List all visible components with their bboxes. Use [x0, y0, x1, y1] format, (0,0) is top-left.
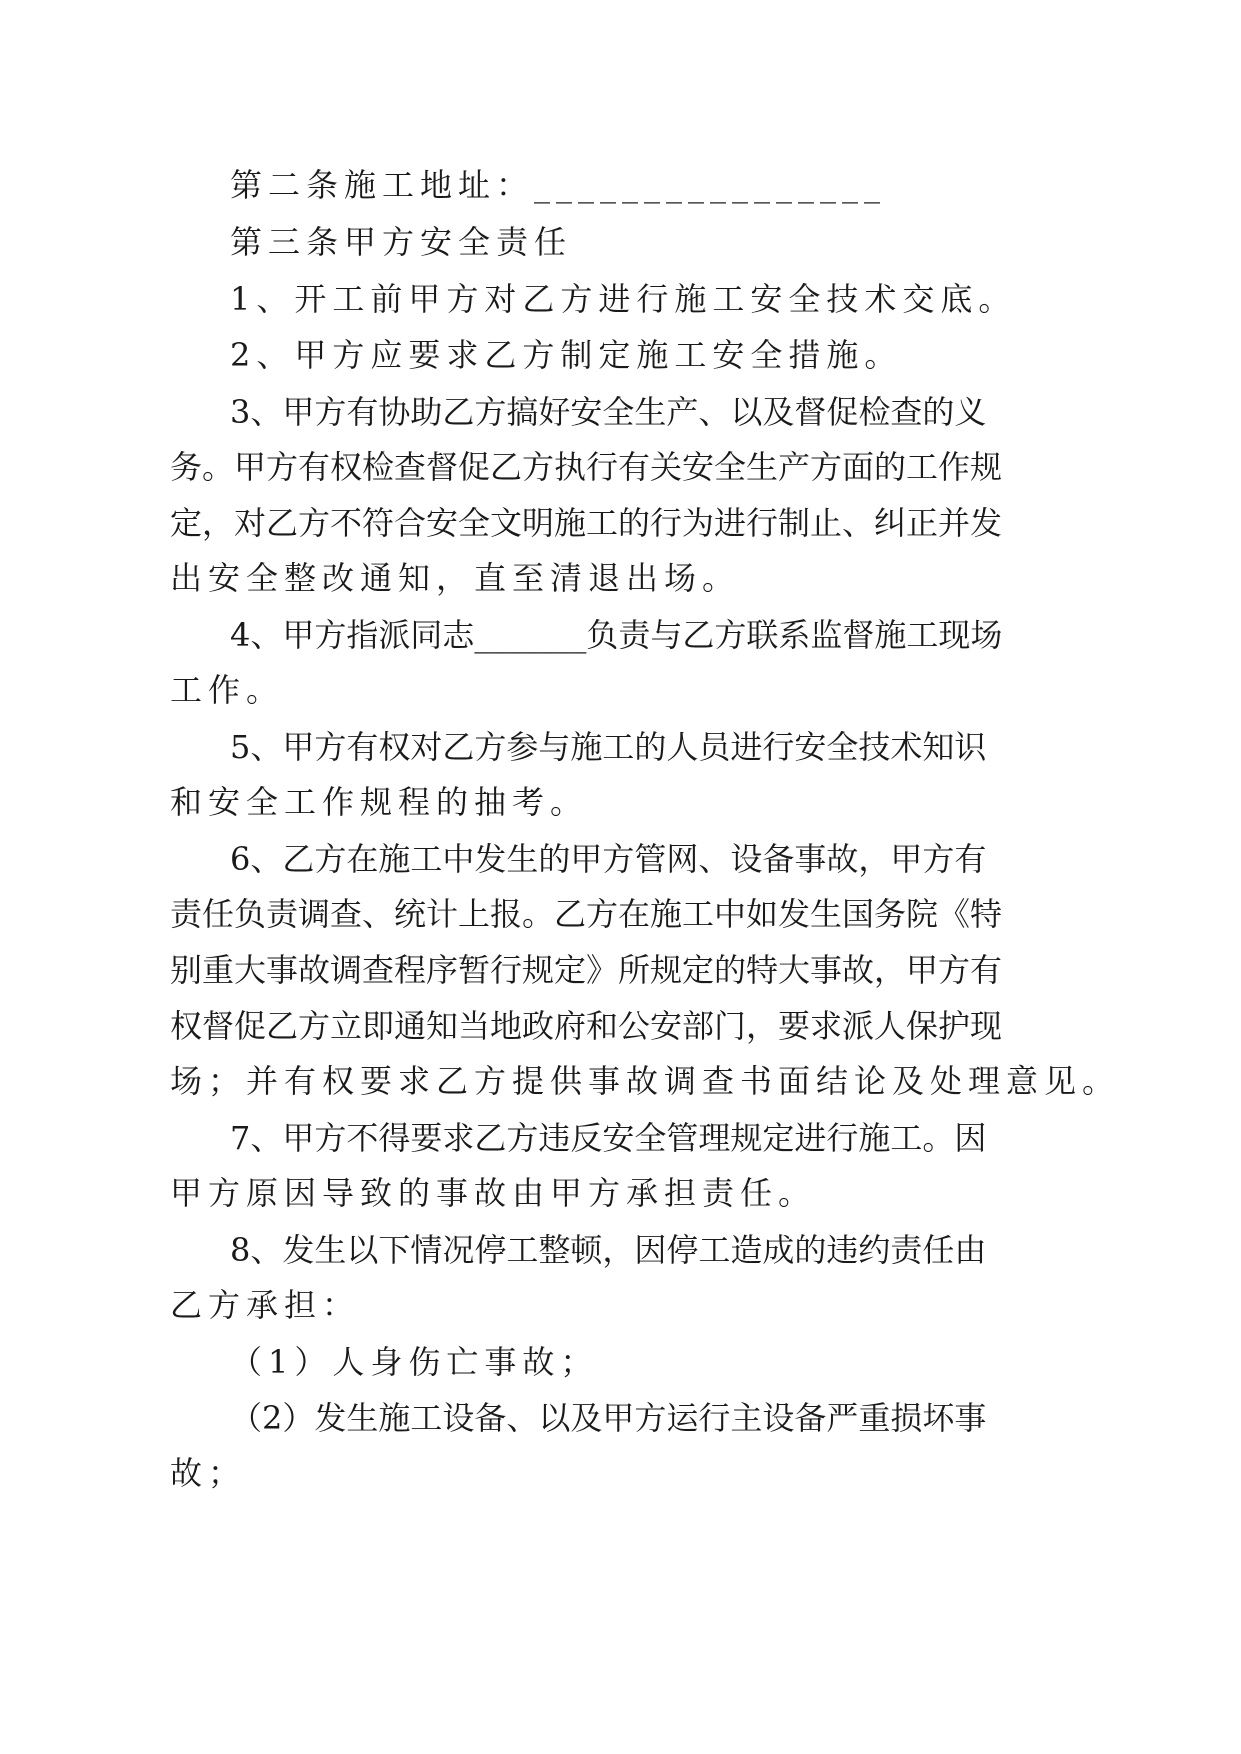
- clause-4-line-2: 工作。: [170, 671, 285, 709]
- clause-6-line-2: 责任负责调查、统计上报。乙方在施工中如发生国务院《特: [170, 895, 1003, 933]
- clause-6-line-5: 场；并有权要求乙方提供事故调查书面结论及处理意见。: [170, 1062, 1121, 1100]
- sub-item-1: （1）人身伤亡事故；: [230, 1343, 599, 1381]
- clause-3-line-2: 务。甲方有权检查督促乙方执行有关安全生产方面的工作规: [170, 448, 1003, 486]
- article-3-heading: 第三条甲方安全责任: [230, 223, 573, 261]
- clause-8-line-1: 8、发生以下情况停工整顿，因停工造成的违约责任由: [230, 1231, 987, 1269]
- clause-3-line-1: 3、甲方有协助乙方搞好安全生产、以及督促检查的义: [230, 393, 987, 431]
- clause-2-line-1: 2、甲方应要求乙方制定施工安全措施。: [230, 336, 903, 374]
- clause-6-line-1: 6、乙方在施工中发生的甲方管网、设备事故，甲方有: [230, 840, 987, 878]
- clause-7-line-1: 7、甲方不得要求乙方违反安全管理规定进行施工。因: [230, 1119, 987, 1157]
- clause-6-line-3: 别重大事故调查程序暂行规定》所规定的特大事故，甲方有: [170, 951, 1003, 989]
- clause-5-line-2: 和安全工作规程的抽考。: [170, 783, 589, 821]
- sub-item-2-line-1: （2）发生施工设备、以及甲方运行主设备严重损坏事: [230, 1399, 987, 1437]
- clause-3-line-4: 出安全整改通知，直至清退出场。: [170, 559, 741, 597]
- clause-4-line-1: 4、甲方指派同志_______负责与乙方联系监督施工现场: [230, 616, 1003, 654]
- clause-3-line-3: 定，对乙方不符合安全文明施工的行为进行制止、纠正并发: [170, 504, 1003, 542]
- clause-6-line-4: 权督促乙方立即通知当地政府和公安部门，要求派人保护现: [170, 1007, 1003, 1045]
- clause-5-line-1: 5、甲方有权对乙方参与施工的人员进行安全技术知识: [230, 728, 987, 766]
- clause-1-line-1: 1、开工前甲方对乙方进行施工安全技术交底。: [230, 280, 1017, 318]
- clause-8-line-2: 乙方承担：: [170, 1286, 361, 1324]
- sub-item-2-line-2: 故；: [170, 1454, 247, 1492]
- clause-7-line-2: 甲方原因导致的事故由甲方承担责任。: [170, 1174, 817, 1212]
- article-2-address-line: 第二条施工地址：________________: [230, 166, 887, 204]
